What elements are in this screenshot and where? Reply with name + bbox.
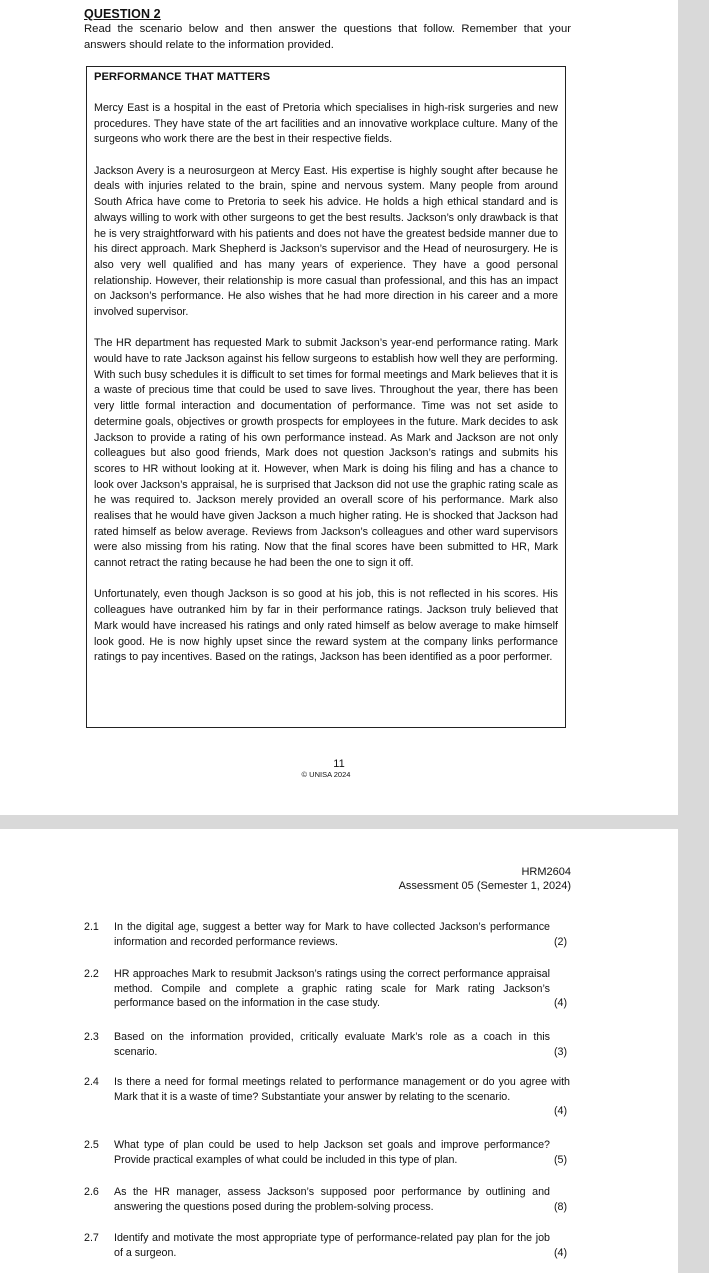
- question-item-2-3: [84, 1030, 570, 1059]
- question-marks: (5): [553, 1153, 567, 1166]
- question-number: 2.7: [84, 1232, 99, 1244]
- question-number: 2.2: [84, 968, 99, 980]
- assessment-label: Assessment 05 (Semester 1, 2024): [398, 880, 571, 892]
- question-item-2-6: [84, 1185, 570, 1214]
- question-text: Identify and motivate the most appropriate type of performance-related pay plan for the job of a surgeon.: [114, 1232, 550, 1259]
- question-item-2-4: [84, 1075, 570, 1118]
- question-number: 2.5: [84, 1139, 99, 1151]
- question-marks: (4): [553, 1104, 567, 1117]
- question-text: What type of plan could be used to help Jackson set goals and improve performance? Provide practical examples of what could be included in this type of plan.: [114, 1139, 550, 1166]
- question-text: Based on the information provided, critically evaluate Mark’s role as a coach in this scenario.: [114, 1031, 550, 1058]
- page-number: 11: [333, 758, 345, 770]
- copyright-notice: [0, 770, 652, 779]
- question-marks: (4): [553, 997, 567, 1009]
- intro-instructions: Read the scenario below and then answer the questions that follow. Remember that your answers should relate to the information provided.: [84, 23, 571, 51]
- question-text: Is there a need for formal meetings related to performance management or do you agree with Mark that it is a waste of time? Substantiate your answer by relating to the scenario.: [114, 1076, 570, 1103]
- case-study-title: PERFORMANCE THAT MATTERS: [94, 71, 271, 83]
- case-paragraph-4: Unfortunately, even though Jackson is so good at his job, this is not reflected in his scores. His colleagues have outranked him by far in their performance ratings. Jackson truly believed that Mark would have increased his ratings and only rated himself as below average to make himself look good. He is now highly upset since the reward system at the company links performance ratings to pay incentives. Based on the ratings, Jackson has been identified as a poor performer.: [94, 588, 558, 664]
- case-paragraph-2: Jackson Avery is a neurosurgeon at Mercy East. His expertise is highly sought after because he deals with injuries related to the brain, spine and nervous system. Many people from around South Africa have come to Pretoria to seek his advice. He holds a high ethical standard and is always willing to work with other surgeons to get the best results. Jackson’s only drawback is that he is very straightforward with his patients and does not have the greatest bedside manner due to his direct approach. Mark Shepherd is Jackson’s supervisor and the Head of neurosurgery. He is also very well qualified and has many years of experience. They have a good personal relationship. However, their relationship is more casual than professional, and this has an impact on Jackson’s performance. He also wishes that he had more direction in his career and a more involved supervisor.: [94, 164, 558, 319]
- case-study-box: [86, 66, 566, 728]
- question-text: HR approaches Mark to resubmit Jackson’s ratings using the correct performance appraisal method. Compile and complete a graphic rating scale for Mark rating Jackson’s performance based on the information in the case study.: [114, 968, 550, 1009]
- question-item-2-1: [84, 920, 570, 949]
- question-number: 2.6: [84, 1186, 99, 1198]
- case-paragraph-1: Mercy East is a hospital in the east of Pretoria which specialises in high-risk surgeries and new procedures. They have state of the art facilities and an innovative workplace culture. Many of the surgeons who work there are the best in their respective fields.: [94, 102, 558, 146]
- copyright-icon: ©: [301, 770, 308, 779]
- question-item-2-5: [84, 1138, 570, 1167]
- question-marks: (4): [553, 1246, 567, 1259]
- question-text: In the digital age, suggest a better way for Mark to have collected Jackson’s performance information and recorded performance reviews.: [114, 921, 550, 948]
- document-page-2: [0, 829, 678, 1273]
- question-number: 2.4: [84, 1076, 99, 1088]
- course-code: HRM2604: [521, 866, 571, 878]
- case-paragraph-3: The HR department has requested Mark to submit Jackson’s year-end performance rating. Mark would have to rate Jackson against his fellow surgeons to establish how well they are performing. With such busy schedules it is difficult to set times for formal meetings and Mark believes that it is a waste of precious time that could be used to save lives. Throughout the year, there has been very little formal interaction and documentation of performance. Time was not set aside to determine goals, objectives or growth prospects for employees in the future. Mark decides to ask Jackson to provide a rating of his own performance instead. As Mark and Jackson are not only colleagues but also good friends, Mark does not question Jackson’s ratings and submits his scores to HR without looking at it. However, when Mark is doing his filing and has a chance to look over Jackson’s appraisal, he is surprised that Jackson did not use the graphic rating scale as he was required to. Jackson merely provided an overall score of his performance. Mark also realises that he would have given Jackson a much higher rating. He is shocked that Jackson had rated himself as below average. Reviews from Jackson’s colleagues and other ward supervisors were also missing from his rating. Now that the final scores have been submitted to HR, Mark cannot retract the rating because he had been the one to sign it off.: [94, 337, 558, 570]
- question-text: As the HR manager, assess Jackson’s supposed poor performance by outlining and answering the questions posed during the problem-solving process.: [114, 1186, 550, 1213]
- question-item-2-7: [84, 1231, 570, 1260]
- question-title: QUESTION 2: [84, 7, 161, 21]
- question-item-2-2: [84, 967, 570, 1011]
- copyright-text: UNISA 2024: [309, 770, 351, 779]
- question-marks: (8): [553, 1200, 567, 1213]
- question-marks: (3): [553, 1045, 567, 1058]
- question-marks: (2): [553, 935, 567, 948]
- question-number: 2.1: [84, 921, 99, 933]
- question-number: 2.3: [84, 1031, 99, 1043]
